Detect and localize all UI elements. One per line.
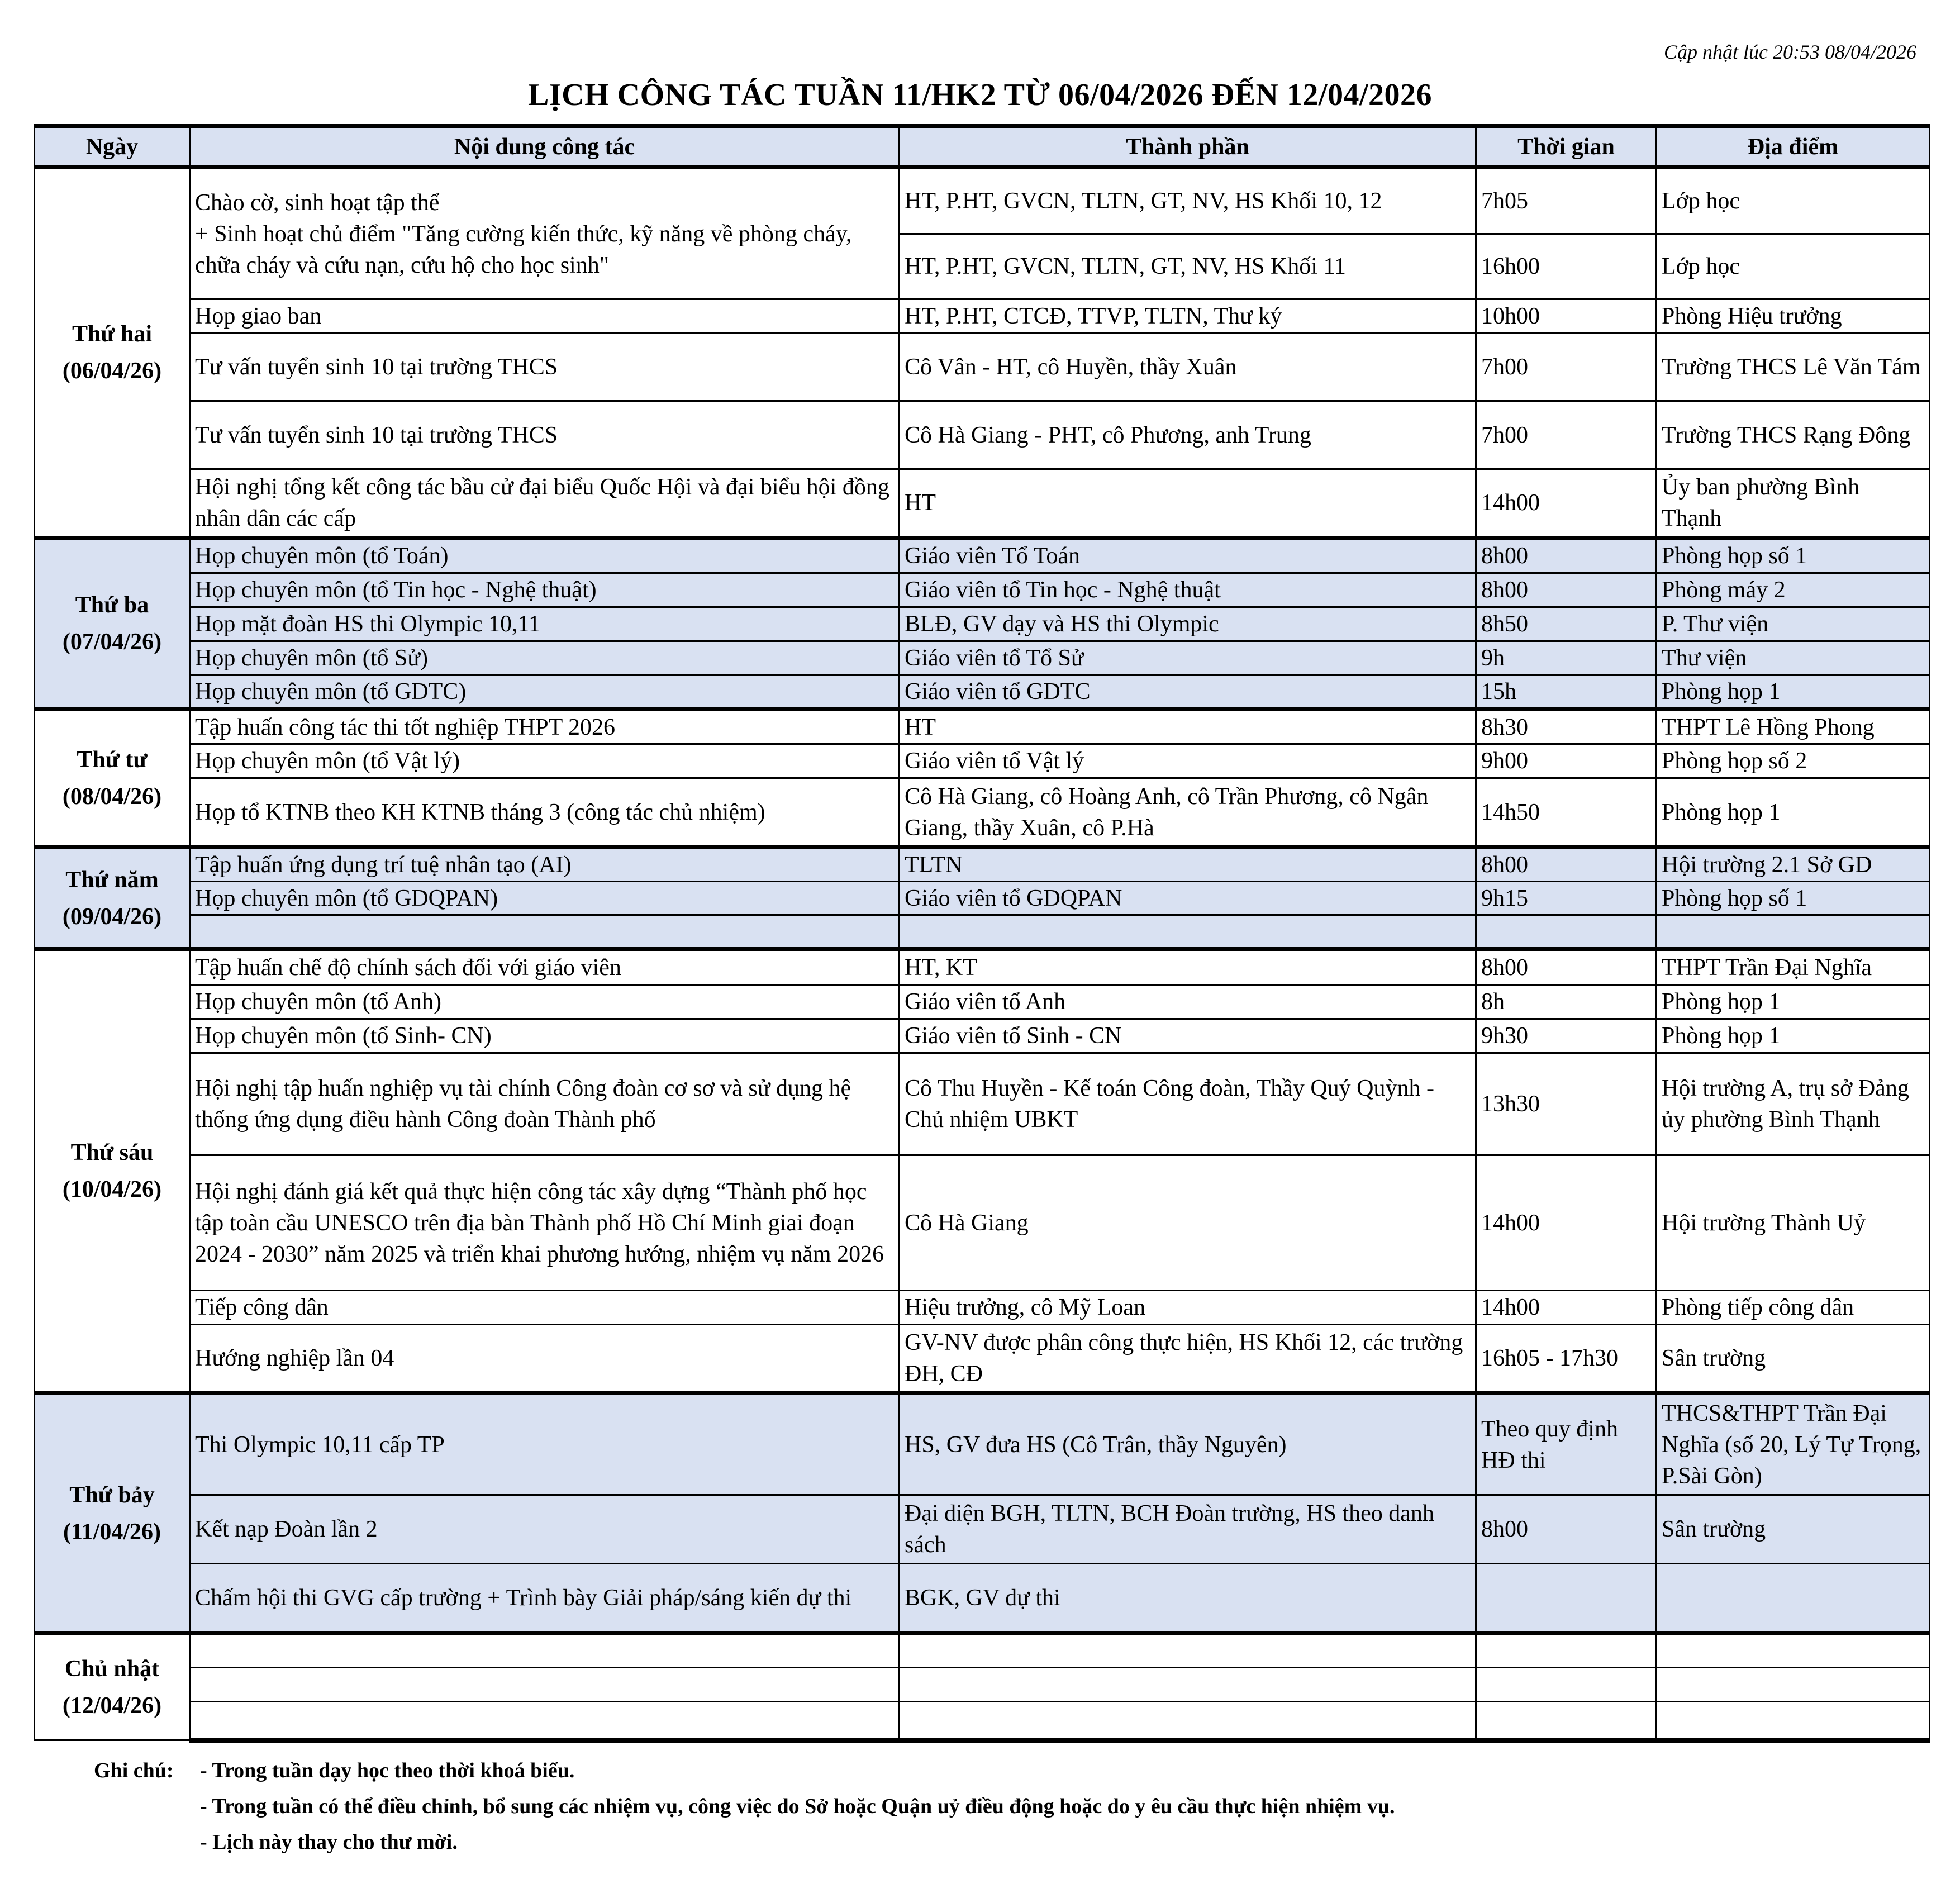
activity-time: 8h50 bbox=[1476, 607, 1657, 641]
activity-location: Sân trường bbox=[1657, 1325, 1930, 1393]
activity-participants: GV-NV được phân công thực hiện, HS Khối 12, các trường ĐH, CĐ bbox=[900, 1325, 1476, 1393]
activity-location bbox=[1657, 915, 1930, 949]
col-header-location: Địa điểm bbox=[1657, 126, 1930, 168]
activity-location: Hội trường A, trụ sở Đảng ủy phường Bình Thạnh bbox=[1657, 1053, 1930, 1155]
activity-time: 8h00 bbox=[1476, 1495, 1657, 1564]
schedule-body bbox=[35, 168, 1930, 1740]
activity-location: P. Thư viện bbox=[1657, 607, 1930, 641]
activity-content: Hội nghị đánh giá kết quả thực hiện công tác xây dựng “Thành phố học tập toàn cầu UNESCO trên địa bàn Thành phố Hồ Chí Minh giai đoạn 2024 - 2030” năm 2025 và triển khai phương hướng, nhiệm vụ năm 2026 bbox=[190, 1155, 900, 1291]
activity-participants: Giáo viên tổ Tin học - Nghệ thuật bbox=[900, 573, 1476, 607]
schedule-row bbox=[35, 334, 1930, 401]
activity-location bbox=[1657, 1634, 1930, 1668]
activity-time bbox=[1476, 915, 1657, 949]
activity-participants: BGK, GV dự thi bbox=[900, 1564, 1476, 1634]
schedule-row bbox=[35, 538, 1930, 573]
activity-time: Theo quy định HĐ thi bbox=[1476, 1393, 1657, 1495]
schedule-row bbox=[35, 985, 1930, 1019]
activity-participants: Giáo viên tổ GDTC bbox=[900, 676, 1476, 710]
activity-content bbox=[190, 1668, 900, 1702]
activity-time: 7h05 bbox=[1476, 168, 1657, 234]
day-name: Thứ ba bbox=[75, 592, 149, 618]
activity-participants: Cô Hà Giang bbox=[900, 1155, 1476, 1291]
activity-location: THPT Lê Hồng Phong bbox=[1657, 710, 1930, 744]
schedule-row bbox=[35, 915, 1930, 949]
activity-location: Phòng họp 1 bbox=[1657, 676, 1930, 710]
day-date: (07/04/26) bbox=[62, 629, 162, 655]
activity-participants bbox=[900, 915, 1476, 949]
schedule-row bbox=[35, 1019, 1930, 1053]
schedule-row bbox=[35, 848, 1930, 882]
day-cell bbox=[35, 1393, 190, 1634]
schedule-row bbox=[35, 1634, 1930, 1668]
activity-content: Tập huấn chế độ chính sách đối với giáo viên bbox=[190, 949, 900, 985]
activity-participants: HT, P.HT, CTCĐ, TTVP, TLTN, Thư ký bbox=[900, 299, 1476, 334]
activity-location bbox=[1657, 1702, 1930, 1740]
activity-participants: HT, P.HT, GVCN, TLTN, GT, NV, HS Khối 11 bbox=[900, 234, 1476, 299]
activity-participants: HS, GV đưa HS (Cô Trân, thầy Nguyên) bbox=[900, 1393, 1476, 1495]
schedule-row bbox=[35, 949, 1930, 985]
activity-content bbox=[190, 1634, 900, 1668]
day-name: Thứ bảy bbox=[69, 1482, 155, 1508]
schedule-row bbox=[35, 1325, 1930, 1393]
activity-content: Hội nghị tập huấn nghiệp vụ tài chính Công đoàn cơ sơ và sử dụng hệ thống ứng dụng điều hành Công đoàn Thành phố bbox=[190, 1053, 900, 1155]
activity-participants: Cô Hà Giang - PHT, cô Phương, anh Trung bbox=[900, 401, 1476, 469]
activity-content: Họp chuyên môn (tổ Anh) bbox=[190, 985, 900, 1019]
activity-content: Họp chuyên môn (tổ Toán) bbox=[190, 538, 900, 573]
activity-time: 14h50 bbox=[1476, 778, 1657, 848]
activity-time: 8h00 bbox=[1476, 848, 1657, 882]
schedule-row bbox=[35, 401, 1930, 469]
schedule-row bbox=[35, 1053, 1930, 1155]
day-cell bbox=[35, 710, 190, 848]
activity-content: Họp chuyên môn (tổ Sinh- CN) bbox=[190, 1019, 900, 1053]
activity-content: Họp chuyên môn (tổ Sử) bbox=[190, 641, 900, 676]
schedule-row bbox=[35, 710, 1930, 744]
day-date: (06/04/26) bbox=[62, 358, 162, 384]
activity-time: 8h00 bbox=[1476, 538, 1657, 573]
activity-content: Họp chuyên môn (tổ Vật lý) bbox=[190, 744, 900, 778]
last-updated: Cập nhật lúc 20:53 08/04/2026 bbox=[1664, 41, 1916, 63]
activity-time: 14h00 bbox=[1476, 1291, 1657, 1325]
day-date: (11/04/26) bbox=[63, 1519, 161, 1545]
schedule-table bbox=[34, 124, 1930, 1743]
day-date: (09/04/26) bbox=[62, 903, 162, 930]
activity-location bbox=[1657, 1668, 1930, 1702]
activity-location: THPT Trần Đại Nghĩa bbox=[1657, 949, 1930, 985]
activity-location: Hội trường 2.1 Sở GD bbox=[1657, 848, 1930, 882]
day-name: Thứ sáu bbox=[70, 1140, 154, 1166]
activity-location: Lớp học bbox=[1657, 168, 1930, 234]
activity-location: Phòng họp số 1 bbox=[1657, 882, 1930, 915]
activity-participants: Giáo viên tổ Anh bbox=[900, 985, 1476, 1019]
activity-location: Phòng tiếp công dân bbox=[1657, 1291, 1930, 1325]
activity-participants bbox=[900, 1668, 1476, 1702]
notes-list bbox=[200, 1753, 1876, 1860]
schedule-row bbox=[35, 641, 1930, 676]
col-header-time: Thời gian bbox=[1476, 126, 1657, 168]
activity-content: Họp tổ KTNB theo KH KTNB tháng 3 (công tác chủ nhiệm) bbox=[190, 778, 900, 848]
page-title: LỊCH CÔNG TÁC TUẦN 11/HK2 TỪ 06/04/2026 ĐẾN 12/04/2026 bbox=[528, 78, 1432, 112]
activity-participants bbox=[900, 1634, 1476, 1668]
activity-time: 8h30 bbox=[1476, 710, 1657, 744]
day-name: Thứ tư bbox=[77, 747, 148, 773]
activity-participants: Giáo viên tổ Sinh - CN bbox=[900, 1019, 1476, 1053]
schedule-row bbox=[35, 1393, 1930, 1495]
activity-location: Lớp học bbox=[1657, 234, 1930, 299]
activity-time: 8h bbox=[1476, 985, 1657, 1019]
schedule-row bbox=[35, 1668, 1930, 1702]
activity-time: 16h00 bbox=[1476, 234, 1657, 299]
activity-participants: Giáo viên Tổ Toán bbox=[900, 538, 1476, 573]
activity-content: Họp chuyên môn (tổ GDQPAN) bbox=[190, 882, 900, 915]
activity-participants bbox=[900, 1702, 1476, 1740]
activity-content: Chào cờ, sinh hoạt tập thể + Sinh hoạt chủ điểm "Tăng cường kiến thức, kỹ năng về phòng cháy, chữa cháy và cứu nạn, cứu hộ cho học sinh" bbox=[190, 168, 900, 299]
activity-participants: Cô Thu Huyền - Kế toán Công đoàn, Thầy Quý Quỳnh - Chủ nhiệm UBKT bbox=[900, 1053, 1476, 1155]
activity-content: Kết nạp Đoàn lần 2 bbox=[190, 1495, 900, 1564]
activity-content: Tư vấn tuyển sinh 10 tại trường THCS bbox=[190, 334, 900, 401]
day-name: Chủ nhật bbox=[64, 1656, 160, 1682]
activity-time: 8h00 bbox=[1476, 949, 1657, 985]
schedule-row bbox=[35, 299, 1930, 334]
activity-content: Tư vấn tuyển sinh 10 tại trường THCS bbox=[190, 401, 900, 469]
activity-participants: Hiệu trưởng, cô Mỹ Loan bbox=[900, 1291, 1476, 1325]
activity-participants: HT, P.HT, GVCN, TLTN, GT, NV, HS Khối 10, 12 bbox=[900, 168, 1476, 234]
activity-location: Hội trường Thành Uỷ bbox=[1657, 1155, 1930, 1291]
note-item: - Trong tuần dạy học theo thời khoá biểu. bbox=[200, 1759, 575, 1782]
activity-content: Họp mặt đoàn HS thi Olympic 10,11 bbox=[190, 607, 900, 641]
activity-location: Phòng họp số 2 bbox=[1657, 744, 1930, 778]
activity-time: 16h05 - 17h30 bbox=[1476, 1325, 1657, 1393]
activity-participants: Cô Hà Giang, cô Hoàng Anh, cô Trần Phương, cô Ngân Giang, thầy Xuân, cô P.Hà bbox=[900, 778, 1476, 848]
schedule-row bbox=[35, 744, 1930, 778]
schedule-row bbox=[35, 1702, 1930, 1740]
activity-content: Họp giao ban bbox=[190, 299, 900, 334]
activity-time: 9h00 bbox=[1476, 744, 1657, 778]
activity-time: 15h bbox=[1476, 676, 1657, 710]
day-date: (10/04/26) bbox=[62, 1177, 162, 1202]
day-cell bbox=[35, 848, 190, 949]
activity-time bbox=[1476, 1702, 1657, 1740]
notes-label: Ghi chú: bbox=[94, 1759, 174, 1782]
activity-location: Phòng họp số 1 bbox=[1657, 538, 1930, 573]
activity-participants: Đại diện BGH, TLTN, BCH Đoàn trường, HS theo danh sách bbox=[900, 1495, 1476, 1564]
day-date: (08/04/26) bbox=[62, 784, 162, 810]
activity-participants: BLĐ, GV dạy và HS thi Olympic bbox=[900, 607, 1476, 641]
schedule-row bbox=[35, 1291, 1930, 1325]
day-name: Thứ năm bbox=[65, 867, 159, 893]
activity-participants: HT bbox=[900, 710, 1476, 744]
activity-time: 14h00 bbox=[1476, 1155, 1657, 1291]
activity-content: Hướng nghiệp lần 04 bbox=[190, 1325, 900, 1393]
activity-time bbox=[1476, 1668, 1657, 1702]
activity-location: Ủy ban phường Bình Thạnh bbox=[1657, 469, 1930, 538]
activity-content: Họp chuyên môn (tổ GDTC) bbox=[190, 676, 900, 710]
day-cell bbox=[35, 1634, 190, 1740]
col-header-day: Ngày bbox=[35, 126, 190, 168]
activity-participants: HT bbox=[900, 469, 1476, 538]
activity-location: Phòng Hiệu trưởng bbox=[1657, 299, 1930, 334]
activity-location bbox=[1657, 1564, 1930, 1634]
activity-location: Sân trường bbox=[1657, 1495, 1930, 1564]
schedule-row bbox=[35, 882, 1930, 915]
header-row bbox=[35, 126, 1930, 168]
note-item: - Trong tuần có thể điều chỉnh, bổ sung các nhiệm vụ, công việc do Sở hoặc Quận uỷ điều động hoặc do y êu cầu thực hiện nhiệm vụ. bbox=[200, 1795, 1395, 1818]
activity-content: Tiếp công dân bbox=[190, 1291, 900, 1325]
activity-location: Phòng họp 1 bbox=[1657, 778, 1930, 848]
activity-location: Thư viện bbox=[1657, 641, 1930, 676]
schedule-row bbox=[35, 1495, 1930, 1564]
day-cell bbox=[35, 538, 190, 710]
activity-location: Phòng họp 1 bbox=[1657, 1019, 1930, 1053]
activity-time bbox=[1476, 1564, 1657, 1634]
activity-time: 14h00 bbox=[1476, 469, 1657, 538]
activity-location: Phòng máy 2 bbox=[1657, 573, 1930, 607]
activity-participants: Giáo viên tổ GDQPAN bbox=[900, 882, 1476, 915]
activity-time: 9h15 bbox=[1476, 882, 1657, 915]
schedule-row bbox=[35, 573, 1930, 607]
activity-time: 7h00 bbox=[1476, 401, 1657, 469]
activity-content: Họp chuyên môn (tổ Tin học - Nghệ thuật) bbox=[190, 573, 900, 607]
activity-participants: Giáo viên tổ Tổ Sử bbox=[900, 641, 1476, 676]
activity-content: Hội nghị tổng kết công tác bầu cử đại biểu Quốc Hội và đại biểu hội đồng nhân dân các cấp bbox=[190, 469, 900, 538]
day-cell bbox=[35, 168, 190, 538]
activity-time bbox=[1476, 1634, 1657, 1668]
col-header-participants: Thành phần bbox=[900, 126, 1476, 168]
schedule-row bbox=[35, 778, 1930, 848]
activity-location: THCS&THPT Trần Đại Nghĩa (số 20, Lý Tự Trọng, P.Sài Gòn) bbox=[1657, 1393, 1930, 1495]
activity-location: Trường THCS Rạng Đông bbox=[1657, 401, 1930, 469]
activity-participants: Cô Vân - HT, cô Huyền, thầy Xuân bbox=[900, 334, 1476, 401]
schedule-row bbox=[35, 168, 1930, 234]
activity-participants: HT, KT bbox=[900, 949, 1476, 985]
activity-content bbox=[190, 915, 900, 949]
activity-location: Phòng họp 1 bbox=[1657, 985, 1930, 1019]
activity-participants: Giáo viên tổ Vật lý bbox=[900, 744, 1476, 778]
schedule-row bbox=[35, 1564, 1930, 1634]
day-name: Thứ hai bbox=[72, 321, 153, 347]
activity-time: 9h bbox=[1476, 641, 1657, 676]
activity-time: 9h30 bbox=[1476, 1019, 1657, 1053]
schedule-row bbox=[35, 469, 1930, 538]
schedule-row bbox=[35, 1155, 1930, 1291]
activity-time: 10h00 bbox=[1476, 299, 1657, 334]
day-date: (12/04/26) bbox=[62, 1693, 162, 1719]
activity-time: 7h00 bbox=[1476, 334, 1657, 401]
activity-location: Trường THCS Lê Văn Tám bbox=[1657, 334, 1930, 401]
note-item: - Lịch này thay cho thư mời. bbox=[200, 1830, 458, 1854]
activity-content: Thi Olympic 10,11 cấp TP bbox=[190, 1393, 900, 1495]
activity-participants: TLTN bbox=[900, 848, 1476, 882]
activity-time: 8h00 bbox=[1476, 573, 1657, 607]
activity-content: Chấm hội thi GVG cấp trường + Trình bày Giải pháp/sáng kiến dự thi bbox=[190, 1564, 900, 1634]
activity-time: 13h30 bbox=[1476, 1053, 1657, 1155]
activity-content: Tập huấn công tác thi tốt nghiệp THPT 2026 bbox=[190, 710, 900, 744]
schedule-row bbox=[35, 676, 1930, 710]
day-cell bbox=[35, 949, 190, 1393]
schedule-row bbox=[35, 607, 1930, 641]
col-header-content: Nội dung công tác bbox=[190, 126, 900, 168]
activity-content bbox=[190, 1702, 900, 1740]
activity-content: Tập huấn ứng dụng trí tuệ nhân tạo (AI) bbox=[190, 848, 900, 882]
